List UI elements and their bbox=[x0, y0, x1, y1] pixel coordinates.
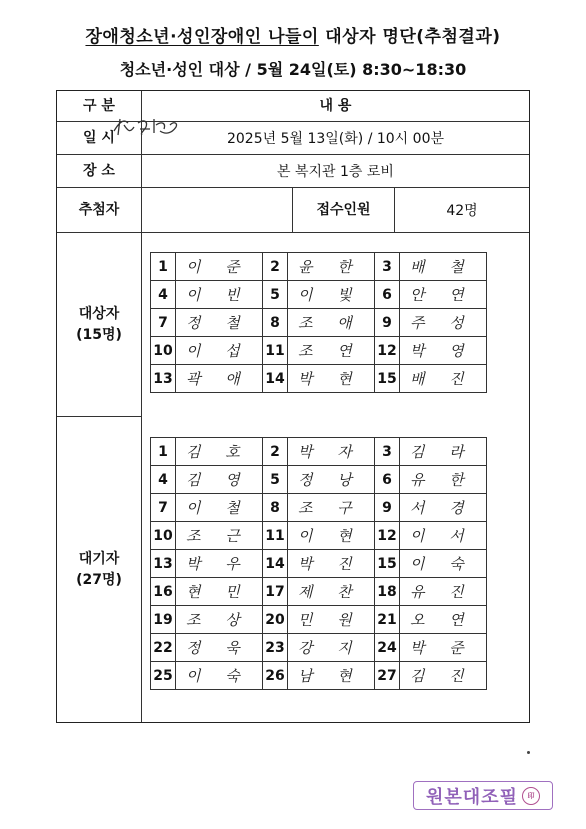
entry-name: 이 서 bbox=[400, 522, 487, 550]
entry-number: 11 bbox=[263, 337, 288, 365]
selected-section-label bbox=[57, 233, 141, 416]
place-label: 장 소 bbox=[83, 162, 115, 179]
entry-name: 이 철 bbox=[176, 494, 263, 522]
name-row bbox=[151, 253, 487, 281]
entry-name: 안 연 bbox=[400, 281, 487, 309]
entry-number: 2 bbox=[263, 253, 288, 281]
entry-name: 박 진 bbox=[288, 550, 375, 578]
entry-number: 27 bbox=[375, 662, 400, 690]
entry-number: 1 bbox=[151, 253, 176, 281]
entry-name: 김 영 bbox=[176, 466, 263, 494]
place-value: 본 복지관 1층 로비 bbox=[277, 164, 394, 180]
name-row bbox=[151, 634, 487, 662]
entry-name: 조 상 bbox=[176, 606, 263, 634]
entry-number: 25 bbox=[151, 662, 176, 690]
entry-number: 10 bbox=[151, 337, 176, 365]
entry-name: 이 숙 bbox=[176, 662, 263, 690]
entry-name: 오 연 bbox=[400, 606, 487, 634]
entry-name: 서 경 bbox=[400, 494, 487, 522]
name-row bbox=[151, 438, 487, 466]
entry-name: 조 연 bbox=[288, 337, 375, 365]
ink-dot bbox=[527, 751, 530, 754]
waiting-names-table bbox=[150, 437, 487, 690]
entry-number: 16 bbox=[151, 578, 176, 606]
date-value: 2025년 5월 13일(화) / 10시 00분 bbox=[226, 131, 444, 147]
certified-copy-stamp bbox=[413, 781, 553, 810]
entry-number: 23 bbox=[263, 634, 288, 662]
entry-name: 박 자 bbox=[288, 438, 375, 466]
entry-number: 9 bbox=[375, 494, 400, 522]
name-row bbox=[151, 494, 487, 522]
selected-label: 대상자 bbox=[78, 305, 120, 322]
entry-name: 박 영 bbox=[400, 337, 487, 365]
entry-number: 22 bbox=[151, 634, 176, 662]
entry-number: 9 bbox=[375, 309, 400, 337]
entry-number: 6 bbox=[375, 466, 400, 494]
category-header: 구 분 bbox=[83, 97, 115, 114]
document-title bbox=[0, 22, 586, 47]
entry-name: 조 근 bbox=[176, 522, 263, 550]
title-rest: 대상자 명단(추첨결과) bbox=[318, 27, 501, 47]
entry-number: 8 bbox=[263, 494, 288, 522]
entry-number: 1 bbox=[151, 438, 176, 466]
entry-number: 7 bbox=[151, 309, 176, 337]
entry-number: 6 bbox=[375, 281, 400, 309]
entry-name: 박 현 bbox=[288, 365, 375, 393]
entry-name: 곽 애 bbox=[176, 365, 263, 393]
entry-name: 이 섭 bbox=[176, 337, 263, 365]
entry-number: 2 bbox=[263, 438, 288, 466]
name-row bbox=[151, 309, 487, 337]
entry-name: 이 빛 bbox=[288, 281, 375, 309]
entry-number: 20 bbox=[263, 606, 288, 634]
entry-name: 배 철 bbox=[400, 253, 487, 281]
entry-name: 민 원 bbox=[288, 606, 375, 634]
entry-name: 유 한 bbox=[400, 466, 487, 494]
waiting-count: (27명) bbox=[76, 571, 122, 588]
entry-name: 현 민 bbox=[176, 578, 263, 606]
entry-number: 4 bbox=[151, 466, 176, 494]
receipt-label: 접수인원 bbox=[316, 201, 371, 218]
selected-names-table bbox=[150, 252, 487, 393]
entry-number: 14 bbox=[263, 550, 288, 578]
name-row bbox=[151, 550, 487, 578]
name-row bbox=[151, 662, 487, 690]
entry-name: 강 지 bbox=[288, 634, 375, 662]
entry-name: 유 진 bbox=[400, 578, 487, 606]
entry-number: 19 bbox=[151, 606, 176, 634]
entry-number: 26 bbox=[263, 662, 288, 690]
content-header: 내 용 bbox=[319, 97, 352, 114]
waiting-label: 대기자 bbox=[78, 550, 120, 567]
entry-name: 조 애 bbox=[288, 309, 375, 337]
entry-number: 5 bbox=[263, 281, 288, 309]
entry-name: 이 숙 bbox=[400, 550, 487, 578]
entry-name: 윤 한 bbox=[288, 253, 375, 281]
seal-icon: 印 bbox=[522, 787, 540, 805]
entry-number: 11 bbox=[263, 522, 288, 550]
entry-name: 정 철 bbox=[176, 309, 263, 337]
entry-name: 김 호 bbox=[176, 438, 263, 466]
entry-name: 주 성 bbox=[400, 309, 487, 337]
title-underlined: 장애청소년·성인장애인 나들이 bbox=[85, 27, 319, 47]
date-label: 일 시 bbox=[83, 129, 115, 146]
selected-count: (15명) bbox=[76, 326, 122, 343]
entry-number: 13 bbox=[151, 365, 176, 393]
entry-name: 조 구 bbox=[288, 494, 375, 522]
name-row bbox=[151, 281, 487, 309]
entry-name: 이 현 bbox=[288, 522, 375, 550]
entry-name: 남 현 bbox=[288, 662, 375, 690]
entry-number: 24 bbox=[375, 634, 400, 662]
entry-name: 정 욱 bbox=[176, 634, 263, 662]
waiting-section-label bbox=[57, 417, 141, 722]
entry-name: 이 빈 bbox=[176, 281, 263, 309]
entry-number: 14 bbox=[263, 365, 288, 393]
receipt-value: 42명 bbox=[446, 203, 478, 219]
entry-number: 7 bbox=[151, 494, 176, 522]
entry-name: 김 라 bbox=[400, 438, 487, 466]
name-row bbox=[151, 365, 487, 393]
entry-name: 제 찬 bbox=[288, 578, 375, 606]
entry-name: 배 진 bbox=[400, 365, 487, 393]
name-row bbox=[151, 337, 487, 365]
entry-number: 15 bbox=[375, 365, 400, 393]
entry-name: 김 진 bbox=[400, 662, 487, 690]
name-row bbox=[151, 466, 487, 494]
entry-name: 박 우 bbox=[176, 550, 263, 578]
entry-number: 12 bbox=[375, 522, 400, 550]
name-row bbox=[151, 522, 487, 550]
entry-name: 이 준 bbox=[176, 253, 263, 281]
name-row bbox=[151, 606, 487, 634]
entry-number: 15 bbox=[375, 550, 400, 578]
entry-number: 5 bbox=[263, 466, 288, 494]
entry-name: 정 낭 bbox=[288, 466, 375, 494]
drawer-signature bbox=[110, 113, 188, 139]
entry-number: 18 bbox=[375, 578, 400, 606]
drawer-label: 추첨자 bbox=[78, 201, 120, 218]
entry-name: 박 준 bbox=[400, 634, 487, 662]
entry-number: 4 bbox=[151, 281, 176, 309]
name-row bbox=[151, 578, 487, 606]
entry-number: 13 bbox=[151, 550, 176, 578]
stamp-text: 원본대조필 bbox=[426, 786, 518, 808]
entry-number: 17 bbox=[263, 578, 288, 606]
entry-number: 10 bbox=[151, 522, 176, 550]
entry-number: 3 bbox=[375, 253, 400, 281]
entry-number: 8 bbox=[263, 309, 288, 337]
entry-number: 12 bbox=[375, 337, 400, 365]
entry-number: 21 bbox=[375, 606, 400, 634]
entry-number: 3 bbox=[375, 438, 400, 466]
document-subtitle: 청소년·성인 대상 / 5월 24일(토) 8:30~18:30 bbox=[119, 60, 467, 79]
